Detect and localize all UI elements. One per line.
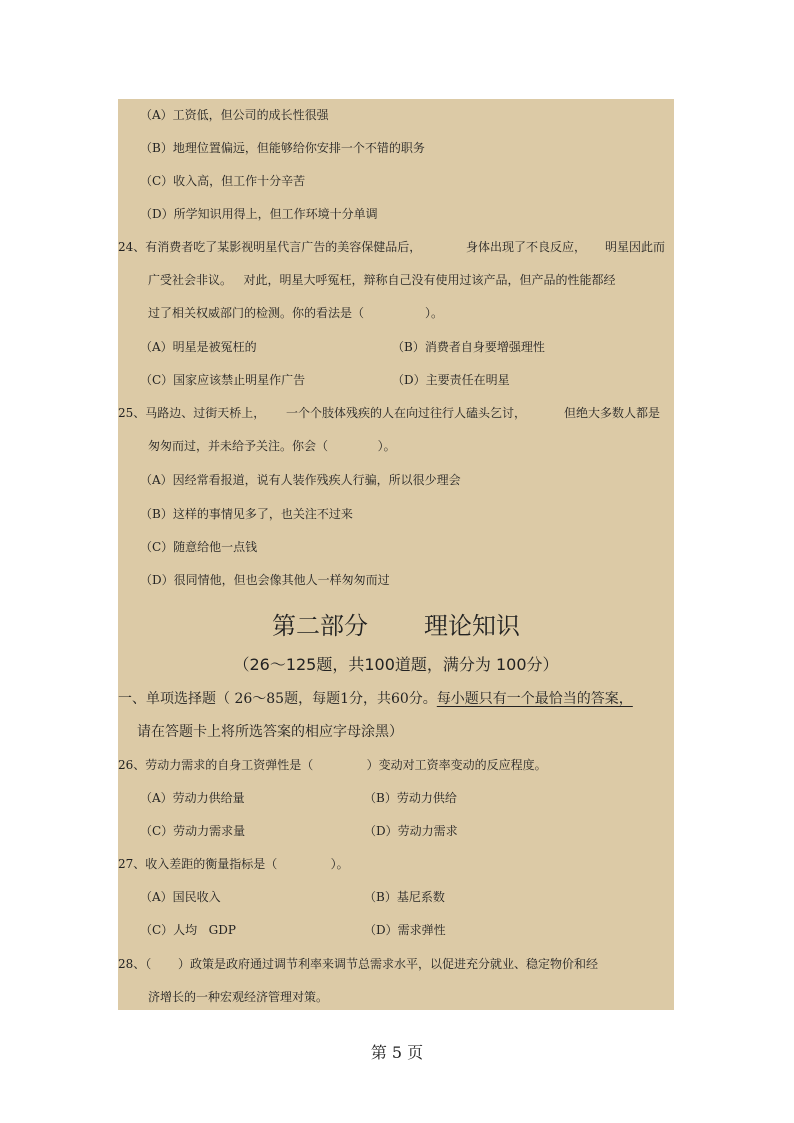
q24-option-d: （D）主要责任在明星 (392, 373, 510, 387)
q25-stem-line1a: 25、马路边、过街天桥上， (118, 406, 266, 420)
part-heading (118, 606, 674, 641)
q26-option-a: （A）劳动力供给量 (140, 791, 245, 805)
q23-option-d: （D）所学知识用得上，但工作环境十分单调 (140, 207, 378, 221)
q28-stem-line2: 济增长的一种宏观经济管理对策。 (148, 990, 329, 1004)
q23-option-c: （C）收入高，但工作十分辛苦 (140, 174, 306, 188)
q24-option-b: （B）消费者自身要增强理性 (392, 340, 545, 354)
q24-stem-line1a: 24、有消费者吃了某影视明星代言广告的美容保健品后， (118, 240, 422, 254)
part-subtitle: （26～125题，共100道题，满分为 100分） (233, 655, 559, 674)
q26-option-c: （C）劳动力需求量 (140, 824, 246, 838)
part-heading-left: 第二部分 (272, 612, 368, 640)
q28-stem-line1: 28、（ ）政策是政府通过调节利率来调节总需求水平，以促进充分就业、稳定物价和经 (118, 957, 598, 971)
q25-stem-line1b: 一个个肢体残疾的人在向过往行人磕头乞讨， (286, 406, 527, 420)
section-instruction-underlined: 每小题只有一个最恰当的答案， (436, 691, 633, 707)
q27-option-c: （C）人均 GDP (140, 923, 236, 937)
q24-stem-line2: 广受社会非议。 对此，明星大呼冤枉，辩称自己没有使用过该产品，但产品的性能都经 (148, 273, 616, 287)
q24-option-c: （C）国家应该禁止明星作广告 (140, 373, 306, 387)
q25-stem-line1c: 但绝大多数人都是 (564, 406, 661, 420)
q23-option-a: （A）工资低，但公司的成长性很强 (140, 108, 329, 122)
q24-stem-line3: 过了相关权威部门的检测。你的看法是（ ）。 (148, 306, 444, 320)
section-instruction-line1 (118, 690, 633, 708)
q24-option-a: （A）明星是被冤枉的 (140, 340, 257, 354)
section-instruction-plain: 一、单项选择题（ 26～85题，每题1分，共60分。 (118, 691, 437, 707)
q27-stem: 27、收入差距的衡量指标是（ ）。 (118, 857, 349, 871)
page-number: 第 5 页 (370, 1043, 424, 1062)
q23-option-b: （B）地理位置偏远，但能够给你安排一个不错的职务 (140, 141, 425, 155)
q26-option-d: （D）劳动力需求 (364, 824, 458, 838)
q27-option-a: （A）国民收入 (140, 890, 221, 904)
q26-option-b: （B）劳动力供给 (364, 791, 457, 805)
q27-option-d: （D）需求弹性 (364, 923, 446, 937)
q25-stem-line2: 匆匆而过，并未给予关注。你会（ ）。 (148, 439, 396, 453)
q25-option-b: （B）这样的事情见多了，也关注不过来 (140, 507, 353, 521)
part-heading-right: 理论知识 (424, 612, 520, 640)
q24-stem-line1b: 身体出现了不良反应， (466, 240, 587, 254)
q24-stem-line1c: 明星因此而 (605, 240, 666, 254)
q25-option-a: （A）因经常看报道，说有人装作残疾人行骗，所以很少理会 (140, 473, 461, 487)
q25-option-d: （D）很同情他，但也会像其他人一样匆匆而过 (140, 573, 390, 587)
q25-option-c: （C）随意给他一点钱 (140, 540, 258, 554)
q26-stem: 26、劳动力需求的自身工资弹性是（ ）变动对工资率变动的反应程度。 (118, 758, 547, 772)
q27-option-b: （B）基尼系数 (364, 890, 445, 904)
section-instruction-line2: 请在答题卡上将所选答案的相应字母涂黑） (137, 724, 403, 740)
